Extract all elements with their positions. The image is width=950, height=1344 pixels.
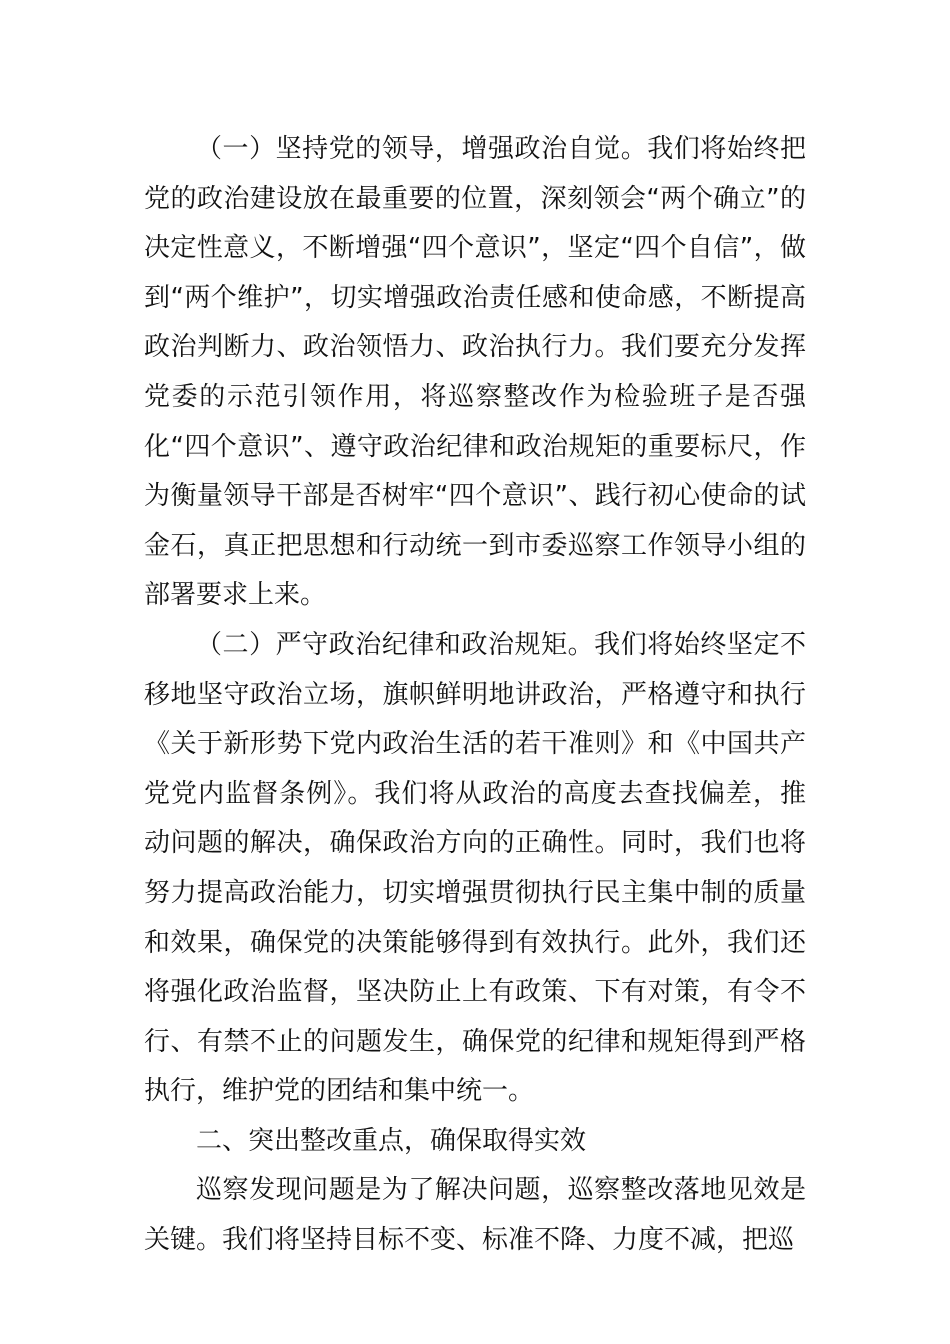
paragraph-one: （一）坚持党的领导，增强政治自觉。我们将始终把党的政治建设放在最重要的位置，深刻领会“两个确立”的决定性意义，不断增强“四个意识”，坚定“四个自信”，做到“两个维护”，切实增强政治责任感和使命感，不断提高政治判断力、政治领悟力、政治执行力。我们要充分发挥党委的示范引领作用，将巡察整改作为检验班子是否强化“四个意识”、遵守政治纪律和政治规矩的重要标尺，作为衡量领导干部是否树牢“四个意识”、践行初心使命的试金石，真正把思想和行动统一到市委巡察工作领导小组的部署要求上来。 [144,134,806,611]
section-heading: 二、突出整改重点，确保取得实效 [196,1125,587,1156]
document-body [144,125,806,1266]
paragraph-two: （二）严守政治纪律和政治规矩。我们将始终坚定不移地坚守政治立场，旗帜鲜明地讲政治，严格遵守和执行《关于新形势下党内政治生活的若干准则》和《中国共产党党内监督条例》。我们将从政治的高度去查找偏差，推动问题的解决，确保政治方向的正确性。同时，我们也将努力提高政治能力，切实增强贯彻执行民主集中制的质量和效果，确保党的决策能够得到有效执行。此外，我们还将强化政治监督，坚决防止上有政策、下有对策，有令不行、有禁不止的问题发生，确保党的纪律和规矩得到严格执行，维护党的团结和集中统一。 [144,629,806,1107]
paragraph-three: 巡察发现问题是为了解决问题，巡察整改落地见效是关键。我们将坚持目标不变、标准不降、力度不减，把巡 [144,1175,806,1256]
